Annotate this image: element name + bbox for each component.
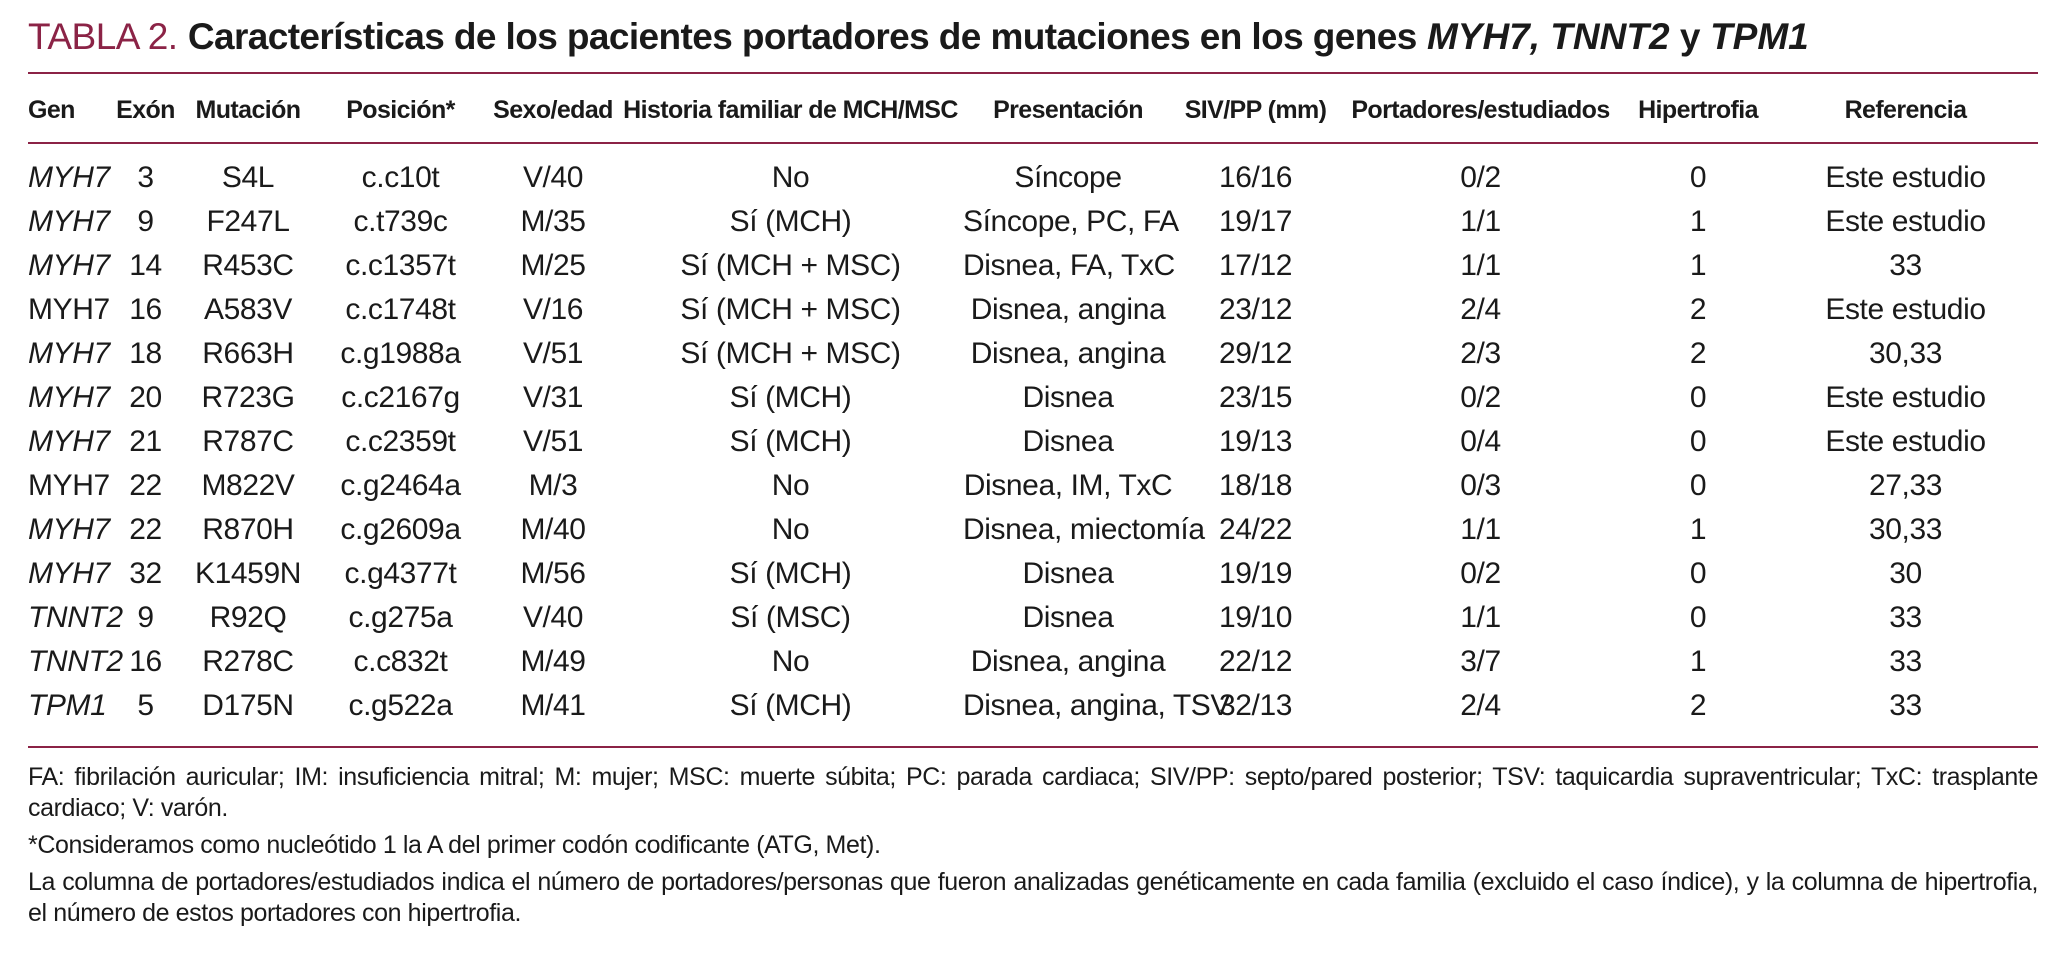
cell-sexo-edad: V/40 bbox=[522, 161, 584, 194]
cell-exon: 16 bbox=[129, 645, 162, 678]
header-mutacion: Mutación bbox=[195, 95, 301, 124]
cell-exon: 9 bbox=[137, 601, 154, 634]
cell-gen: MYH7 bbox=[28, 513, 110, 546]
cell-presentacion: Síncope, PC, FA bbox=[963, 205, 1179, 238]
cell-mutacion: K1459N bbox=[194, 557, 301, 590]
table-row bbox=[28, 552, 2038, 596]
cell-exon: 5 bbox=[137, 689, 154, 722]
table-row bbox=[28, 376, 2038, 420]
cell-exon: 16 bbox=[129, 293, 162, 326]
cell-gen: MYH7 bbox=[28, 469, 110, 502]
cell-hipertrofia: 0 bbox=[1689, 381, 1707, 414]
cell-historia: No bbox=[771, 161, 810, 194]
cell-mutacion: R723G bbox=[201, 381, 295, 414]
header-historia: Historia familiar de MCH/MSC bbox=[623, 95, 958, 124]
cell-presentacion: Disnea bbox=[1022, 425, 1114, 458]
cell-posicion: c.c10t bbox=[361, 161, 440, 194]
table-row bbox=[28, 288, 2038, 332]
cell-exon: 20 bbox=[129, 381, 162, 414]
cell-exon: 22 bbox=[129, 513, 162, 546]
cell-mutacion: F247L bbox=[206, 205, 290, 238]
table-title-conjunction: y bbox=[1679, 16, 1700, 57]
cell-hipertrofia: 2 bbox=[1689, 689, 1707, 722]
table-row bbox=[28, 464, 2038, 508]
cell-referencia: 30,33 bbox=[1868, 337, 1943, 370]
cell-portadores: 0/2 bbox=[1460, 557, 1501, 590]
cell-sexo-edad: V/31 bbox=[522, 381, 584, 414]
cell-gen: MYH7 bbox=[28, 161, 110, 194]
table-title bbox=[28, 14, 2038, 60]
cell-posicion: c.g1988a bbox=[340, 337, 461, 370]
cell-referencia: 33 bbox=[1889, 601, 1922, 634]
cell-hipertrofia: 2 bbox=[1689, 293, 1707, 326]
table-row bbox=[28, 332, 2038, 376]
cell-posicion: c.t739c bbox=[353, 205, 448, 238]
cell-sexo-edad: M/35 bbox=[520, 205, 586, 238]
cell-hipertrofia: 0 bbox=[1689, 601, 1707, 634]
cell-mutacion: D175N bbox=[202, 689, 294, 722]
table-row bbox=[28, 508, 2038, 552]
cell-historia: Sí (MCH) bbox=[729, 425, 852, 458]
cell-historia: Sí (MCH + MSC) bbox=[680, 249, 901, 282]
cell-referencia: Este estudio bbox=[1825, 205, 1986, 238]
header-hipertrofia: Hipertrofia bbox=[1638, 95, 1758, 124]
header-siv-pp: SIV/PP (mm) bbox=[1184, 95, 1327, 124]
cell-exon: 3 bbox=[137, 161, 154, 194]
cell-siv-pp: 19/19 bbox=[1218, 557, 1293, 590]
cell-exon: 32 bbox=[129, 557, 162, 590]
cell-exon: 22 bbox=[129, 469, 162, 502]
cell-mutacion: M822V bbox=[201, 469, 295, 502]
cell-exon: 9 bbox=[137, 205, 154, 238]
cell-portadores: 1/1 bbox=[1460, 205, 1501, 238]
header-posicion: Posición* bbox=[346, 95, 455, 124]
cell-hipertrofia: 1 bbox=[1689, 205, 1707, 238]
cell-gen: MYH7 bbox=[28, 425, 110, 458]
cell-mutacion: R278C bbox=[202, 645, 294, 678]
cell-sexo-edad: V/51 bbox=[522, 337, 584, 370]
cell-historia: Sí (MCH) bbox=[729, 689, 852, 722]
footnote-nucleotide: *Consideramos como nucleótido 1 la A del primer codón codificante (ATG, Met). bbox=[28, 831, 881, 859]
cell-presentacion: Disnea, angina bbox=[970, 645, 1166, 678]
cell-referencia: Este estudio bbox=[1825, 381, 1986, 414]
cell-posicion: c.c832t bbox=[353, 645, 448, 678]
cell-presentacion: Síncope bbox=[1014, 161, 1122, 194]
cell-historia: Sí (MCH) bbox=[729, 557, 852, 590]
cell-referencia: 33 bbox=[1889, 689, 1922, 722]
header-presentacion: Presentación bbox=[993, 95, 1143, 124]
cell-siv-pp: 29/12 bbox=[1218, 337, 1293, 370]
cell-historia: Sí (MSC) bbox=[730, 601, 851, 634]
cell-portadores: 0/2 bbox=[1460, 381, 1501, 414]
cell-presentacion: Disnea, FA, TxC bbox=[963, 249, 1175, 282]
table-row bbox=[28, 244, 2038, 288]
cell-hipertrofia: 0 bbox=[1689, 469, 1707, 502]
cell-posicion: c.g2464a bbox=[340, 469, 461, 502]
cell-posicion: c.c2167g bbox=[341, 381, 460, 414]
footnote-abbreviations: FA: fibrilación auricular; IM: insuficiencia mitral; M: mujer; MSC: muerte súbita; PC: parada cardiaca; SIV/PP: septo/pared posterior; TSV: taquicardia supraventricular; TxC: trasplante cardiaco; V: varón. bbox=[28, 763, 2038, 822]
cell-presentacion: Disnea bbox=[1022, 601, 1114, 634]
cell-portadores: 1/1 bbox=[1460, 513, 1501, 546]
cell-siv-pp: 16/16 bbox=[1218, 161, 1293, 194]
table-title-text: Características de los pacientes portadores de mutaciones en los genes bbox=[187, 16, 1417, 57]
cell-referencia: Este estudio bbox=[1825, 293, 1986, 326]
cell-siv-pp: 32/13 bbox=[1218, 689, 1293, 722]
table-row bbox=[28, 640, 2038, 684]
cell-historia: No bbox=[771, 645, 810, 678]
cell-posicion: c.c2359t bbox=[345, 425, 456, 458]
cell-hipertrofia: 1 bbox=[1689, 645, 1707, 678]
cell-siv-pp: 18/18 bbox=[1218, 469, 1293, 502]
header-exon: Exón bbox=[116, 95, 175, 124]
table-header-row bbox=[28, 84, 2038, 136]
cell-hipertrofia: 1 bbox=[1689, 513, 1707, 546]
cell-exon: 14 bbox=[129, 249, 162, 282]
cell-gen: MYH7 bbox=[28, 293, 110, 326]
cell-mutacion: R870H bbox=[202, 513, 294, 546]
cell-presentacion: Disnea, angina, TSV bbox=[963, 689, 1231, 722]
cell-siv-pp: 23/15 bbox=[1218, 381, 1293, 414]
cell-gen: MYH7 bbox=[28, 249, 110, 282]
cell-exon: 18 bbox=[129, 337, 162, 370]
cell-portadores: 0/4 bbox=[1460, 425, 1501, 458]
cell-portadores: 2/4 bbox=[1460, 293, 1501, 326]
table-body bbox=[28, 136, 2038, 728]
cell-historia: Sí (MCH) bbox=[729, 381, 852, 414]
cell-referencia: 33 bbox=[1889, 249, 1922, 282]
table-row bbox=[28, 420, 2038, 464]
cell-referencia: Este estudio bbox=[1825, 425, 1986, 458]
cell-referencia: 27,33 bbox=[1868, 469, 1943, 502]
cell-gen: TNNT2 bbox=[28, 601, 123, 634]
cell-posicion: c.g2609a bbox=[340, 513, 461, 546]
cell-gen: MYH7 bbox=[28, 205, 110, 238]
cell-gen: MYH7 bbox=[28, 557, 110, 590]
cell-sexo-edad: M/40 bbox=[520, 513, 586, 546]
cell-presentacion: Disnea, angina bbox=[970, 337, 1166, 370]
header-sexo-edad: Sexo/edad bbox=[493, 95, 613, 124]
cell-historia: Sí (MCH) bbox=[729, 205, 852, 238]
cell-siv-pp: 24/22 bbox=[1218, 513, 1293, 546]
cell-exon: 21 bbox=[129, 425, 162, 458]
cell-siv-pp: 19/10 bbox=[1218, 601, 1293, 634]
cell-referencia: Este estudio bbox=[1825, 161, 1986, 194]
cell-historia: No bbox=[771, 513, 810, 546]
cell-siv-pp: 19/13 bbox=[1218, 425, 1293, 458]
cell-posicion: c.c1748t bbox=[345, 293, 456, 326]
header-gen: Gen bbox=[28, 95, 75, 124]
cell-presentacion: Disnea bbox=[1022, 557, 1114, 590]
top-rule bbox=[28, 72, 2038, 74]
cell-referencia: 30 bbox=[1889, 557, 1922, 590]
header-portadores: Portadores/estudiados bbox=[1351, 95, 1610, 124]
cell-presentacion: Disnea, angina bbox=[970, 293, 1166, 326]
cell-siv-pp: 23/12 bbox=[1218, 293, 1293, 326]
cell-presentacion: Disnea, miectomía bbox=[963, 513, 1205, 546]
cell-mutacion: R663H bbox=[202, 337, 294, 370]
cell-mutacion: A583V bbox=[203, 293, 293, 326]
mutation-table bbox=[28, 84, 2038, 728]
cell-mutacion: S4L bbox=[221, 161, 275, 194]
cell-mutacion: R92Q bbox=[209, 601, 287, 634]
cell-sexo-edad: V/16 bbox=[522, 293, 584, 326]
cell-sexo-edad: M/41 bbox=[520, 689, 586, 722]
cell-gen: TPM1 bbox=[28, 689, 107, 722]
table-label: TABLA 2. bbox=[28, 16, 178, 57]
cell-sexo-edad: V/51 bbox=[522, 425, 584, 458]
cell-hipertrofia: 0 bbox=[1689, 557, 1707, 590]
cell-mutacion: R787C bbox=[202, 425, 294, 458]
bottom-rule bbox=[28, 746, 2038, 748]
cell-hipertrofia: 2 bbox=[1689, 337, 1707, 370]
cell-historia: Sí (MCH + MSC) bbox=[680, 293, 901, 326]
cell-siv-pp: 17/12 bbox=[1218, 249, 1293, 282]
cell-sexo-edad: M/56 bbox=[520, 557, 586, 590]
cell-mutacion: R453C bbox=[202, 249, 294, 282]
cell-presentacion: Disnea bbox=[1022, 381, 1114, 414]
cell-historia: Sí (MCH + MSC) bbox=[680, 337, 901, 370]
cell-presentacion: Disnea, IM, TxC bbox=[963, 469, 1173, 502]
cell-gen: MYH7 bbox=[28, 381, 110, 414]
cell-hipertrofia: 0 bbox=[1689, 161, 1707, 194]
table-title-genes: MYH7, TNNT2 bbox=[1426, 16, 1670, 57]
cell-portadores: 1/1 bbox=[1460, 601, 1501, 634]
cell-posicion: c.g275a bbox=[348, 601, 453, 634]
table-row bbox=[28, 136, 2038, 200]
header-referencia: Referencia bbox=[1844, 95, 1967, 124]
cell-portadores: 1/1 bbox=[1460, 249, 1501, 282]
cell-portadores: 2/4 bbox=[1460, 689, 1501, 722]
cell-hipertrofia: 1 bbox=[1689, 249, 1707, 282]
cell-portadores: 3/7 bbox=[1460, 645, 1501, 678]
cell-hipertrofia: 0 bbox=[1689, 425, 1707, 458]
cell-historia: No bbox=[771, 469, 810, 502]
cell-referencia: 30,33 bbox=[1868, 513, 1943, 546]
cell-gen: TNNT2 bbox=[28, 645, 123, 678]
cell-siv-pp: 22/12 bbox=[1218, 645, 1293, 678]
cell-portadores: 2/3 bbox=[1460, 337, 1501, 370]
cell-posicion: c.c1357t bbox=[345, 249, 456, 282]
cell-sexo-edad: V/40 bbox=[522, 601, 584, 634]
cell-referencia: 33 bbox=[1889, 645, 1922, 678]
footnote-carriers: La columna de portadores/estudiados indica el número de portadores/personas que fueron analizadas genéticamente en cada familia (excluido el caso índice), y la columna de hipertrofia, el número de estos portadores con hipertrofia. bbox=[28, 868, 2038, 927]
table-title-last-gene: TPM1 bbox=[1710, 16, 1809, 57]
cell-siv-pp: 19/17 bbox=[1218, 205, 1293, 238]
cell-portadores: 0/3 bbox=[1460, 469, 1501, 502]
table-row bbox=[28, 684, 2038, 728]
cell-portadores: 0/2 bbox=[1460, 161, 1501, 194]
table-row bbox=[28, 200, 2038, 244]
cell-sexo-edad: M/3 bbox=[528, 469, 578, 502]
cell-posicion: c.g522a bbox=[348, 689, 453, 722]
cell-gen: MYH7 bbox=[28, 337, 110, 370]
cell-sexo-edad: M/49 bbox=[520, 645, 586, 678]
cell-sexo-edad: M/25 bbox=[520, 249, 586, 282]
cell-posicion: c.g4377t bbox=[344, 557, 457, 590]
table-row bbox=[28, 596, 2038, 640]
